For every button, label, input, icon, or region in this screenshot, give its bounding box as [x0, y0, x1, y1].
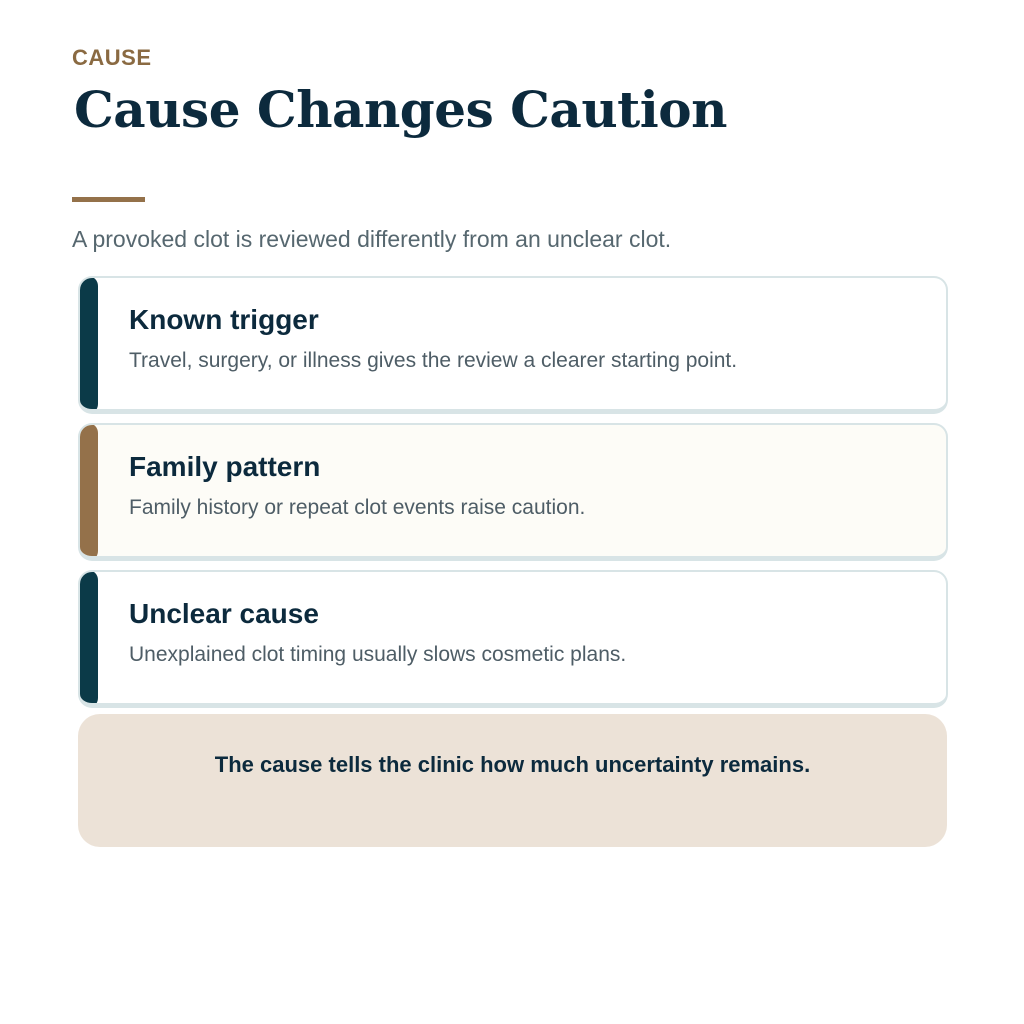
- eyebrow-label: CAUSE: [72, 45, 152, 70]
- card-unclear-cause: [78, 570, 948, 708]
- card-body: Unexplained clot timing usually slows cosmetic plans.: [129, 643, 627, 666]
- card-title: Family pattern: [129, 451, 321, 482]
- page-title: Cause Changes Caution: [74, 80, 727, 139]
- card-body: Family history or repeat clot events raise caution.: [129, 496, 586, 519]
- card-title: Known trigger: [129, 304, 319, 335]
- card-accent-bar: [78, 570, 98, 708]
- card-accent-bar: [78, 423, 98, 561]
- summary-note-text: The cause tells the clinic how much uncertainty remains.: [214, 752, 811, 777]
- card-body: Travel, surgery, or illness gives the review a clearer starting point.: [129, 349, 738, 372]
- page-subtitle: A provoked clot is reviewed differently from an unclear clot.: [72, 226, 672, 252]
- summary-note: [78, 714, 947, 847]
- title-divider: [72, 197, 145, 202]
- card-family-pattern: [78, 423, 948, 561]
- card-title: Unclear cause: [129, 598, 319, 629]
- card-accent-bar: [78, 276, 98, 414]
- card-known-trigger: [78, 276, 948, 414]
